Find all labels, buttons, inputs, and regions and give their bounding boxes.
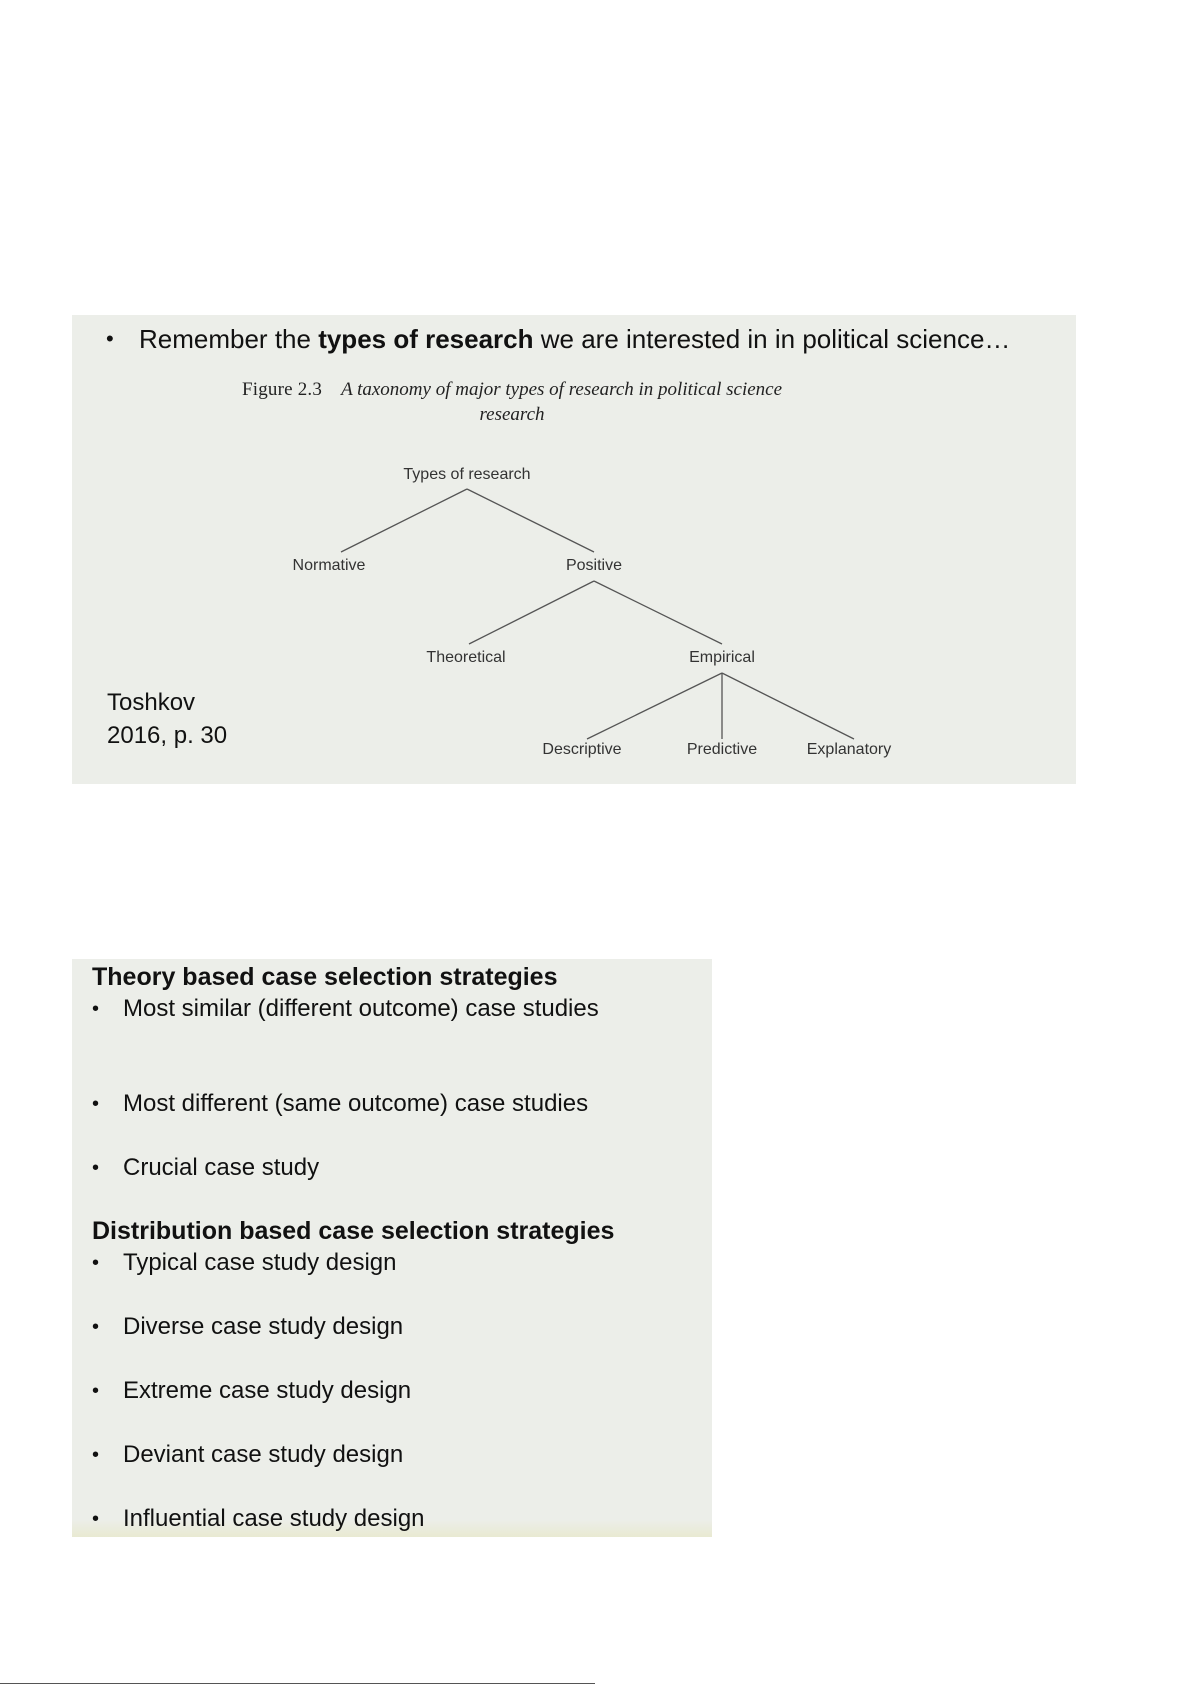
distribution-heading: Distribution based case selection strategies — [92, 1217, 615, 1245]
research-types-slide — [72, 315, 1076, 784]
edge-positive-theoretical — [469, 581, 594, 644]
citation-author: Toshkov — [107, 689, 196, 716]
list-item-text: Crucial case study — [123, 1154, 320, 1181]
edge-empirical-descriptive — [587, 673, 722, 739]
edge-root-normative — [341, 489, 467, 552]
bullet-icon: • — [92, 1157, 100, 1179]
bullet-icon: • — [92, 998, 100, 1020]
theory-heading: Theory based case selection strategies — [92, 963, 558, 991]
edge-root-positive — [467, 489, 594, 552]
node-positive: Positive — [565, 557, 623, 574]
bullet-icon: • — [106, 326, 114, 351]
list-item-text: Most similar (different outcome) case studies — [123, 995, 599, 1022]
bullet-icon: • — [92, 1252, 100, 1274]
case-selection-slide — [72, 959, 712, 1537]
figure-label: Figure 2.3 — [241, 379, 323, 400]
bullet-icon: • — [92, 1316, 100, 1338]
bullet-icon: • — [92, 1380, 100, 1402]
node-explanatory: Explanatory — [806, 741, 892, 758]
list-item-text: Typical case study design — [123, 1249, 397, 1276]
list-item-text: Most different (same outcome) case studies — [123, 1090, 589, 1117]
figure-title: A taxonomy of major types of research in political science research — [341, 379, 783, 425]
node-descriptive: Descriptive — [542, 741, 622, 758]
list-item-text: Diverse case study design — [123, 1313, 404, 1340]
intro-bullet-suffix: we are interested in in political science… — [533, 324, 1011, 354]
node-theoretical: Theoretical — [426, 649, 506, 666]
bullet-icon: • — [92, 1093, 100, 1115]
citation — [107, 686, 227, 752]
intro-bullet-bold: types of research — [318, 324, 534, 354]
node-empirical: Empirical — [689, 649, 755, 666]
list-item-text: Deviant case study design — [123, 1441, 404, 1468]
node-normative: Normative — [292, 557, 366, 574]
edge-positive-empirical — [594, 581, 722, 644]
bullet-icon: • — [92, 1508, 100, 1530]
intro-bullet-prefix: Remember the — [139, 324, 319, 354]
page-bottom-rule — [0, 1683, 595, 1684]
list-item-text: Extreme case study design — [123, 1377, 412, 1404]
node-predictive: Predictive — [686, 741, 758, 758]
list-item-text: Influential case study design — [123, 1505, 425, 1532]
citation-source: 2016, p. 30 — [107, 722, 228, 749]
bullet-icon: • — [92, 1444, 100, 1466]
edge-empirical-explanatory — [722, 673, 854, 739]
node-types-of-research: Types of research — [403, 466, 531, 483]
